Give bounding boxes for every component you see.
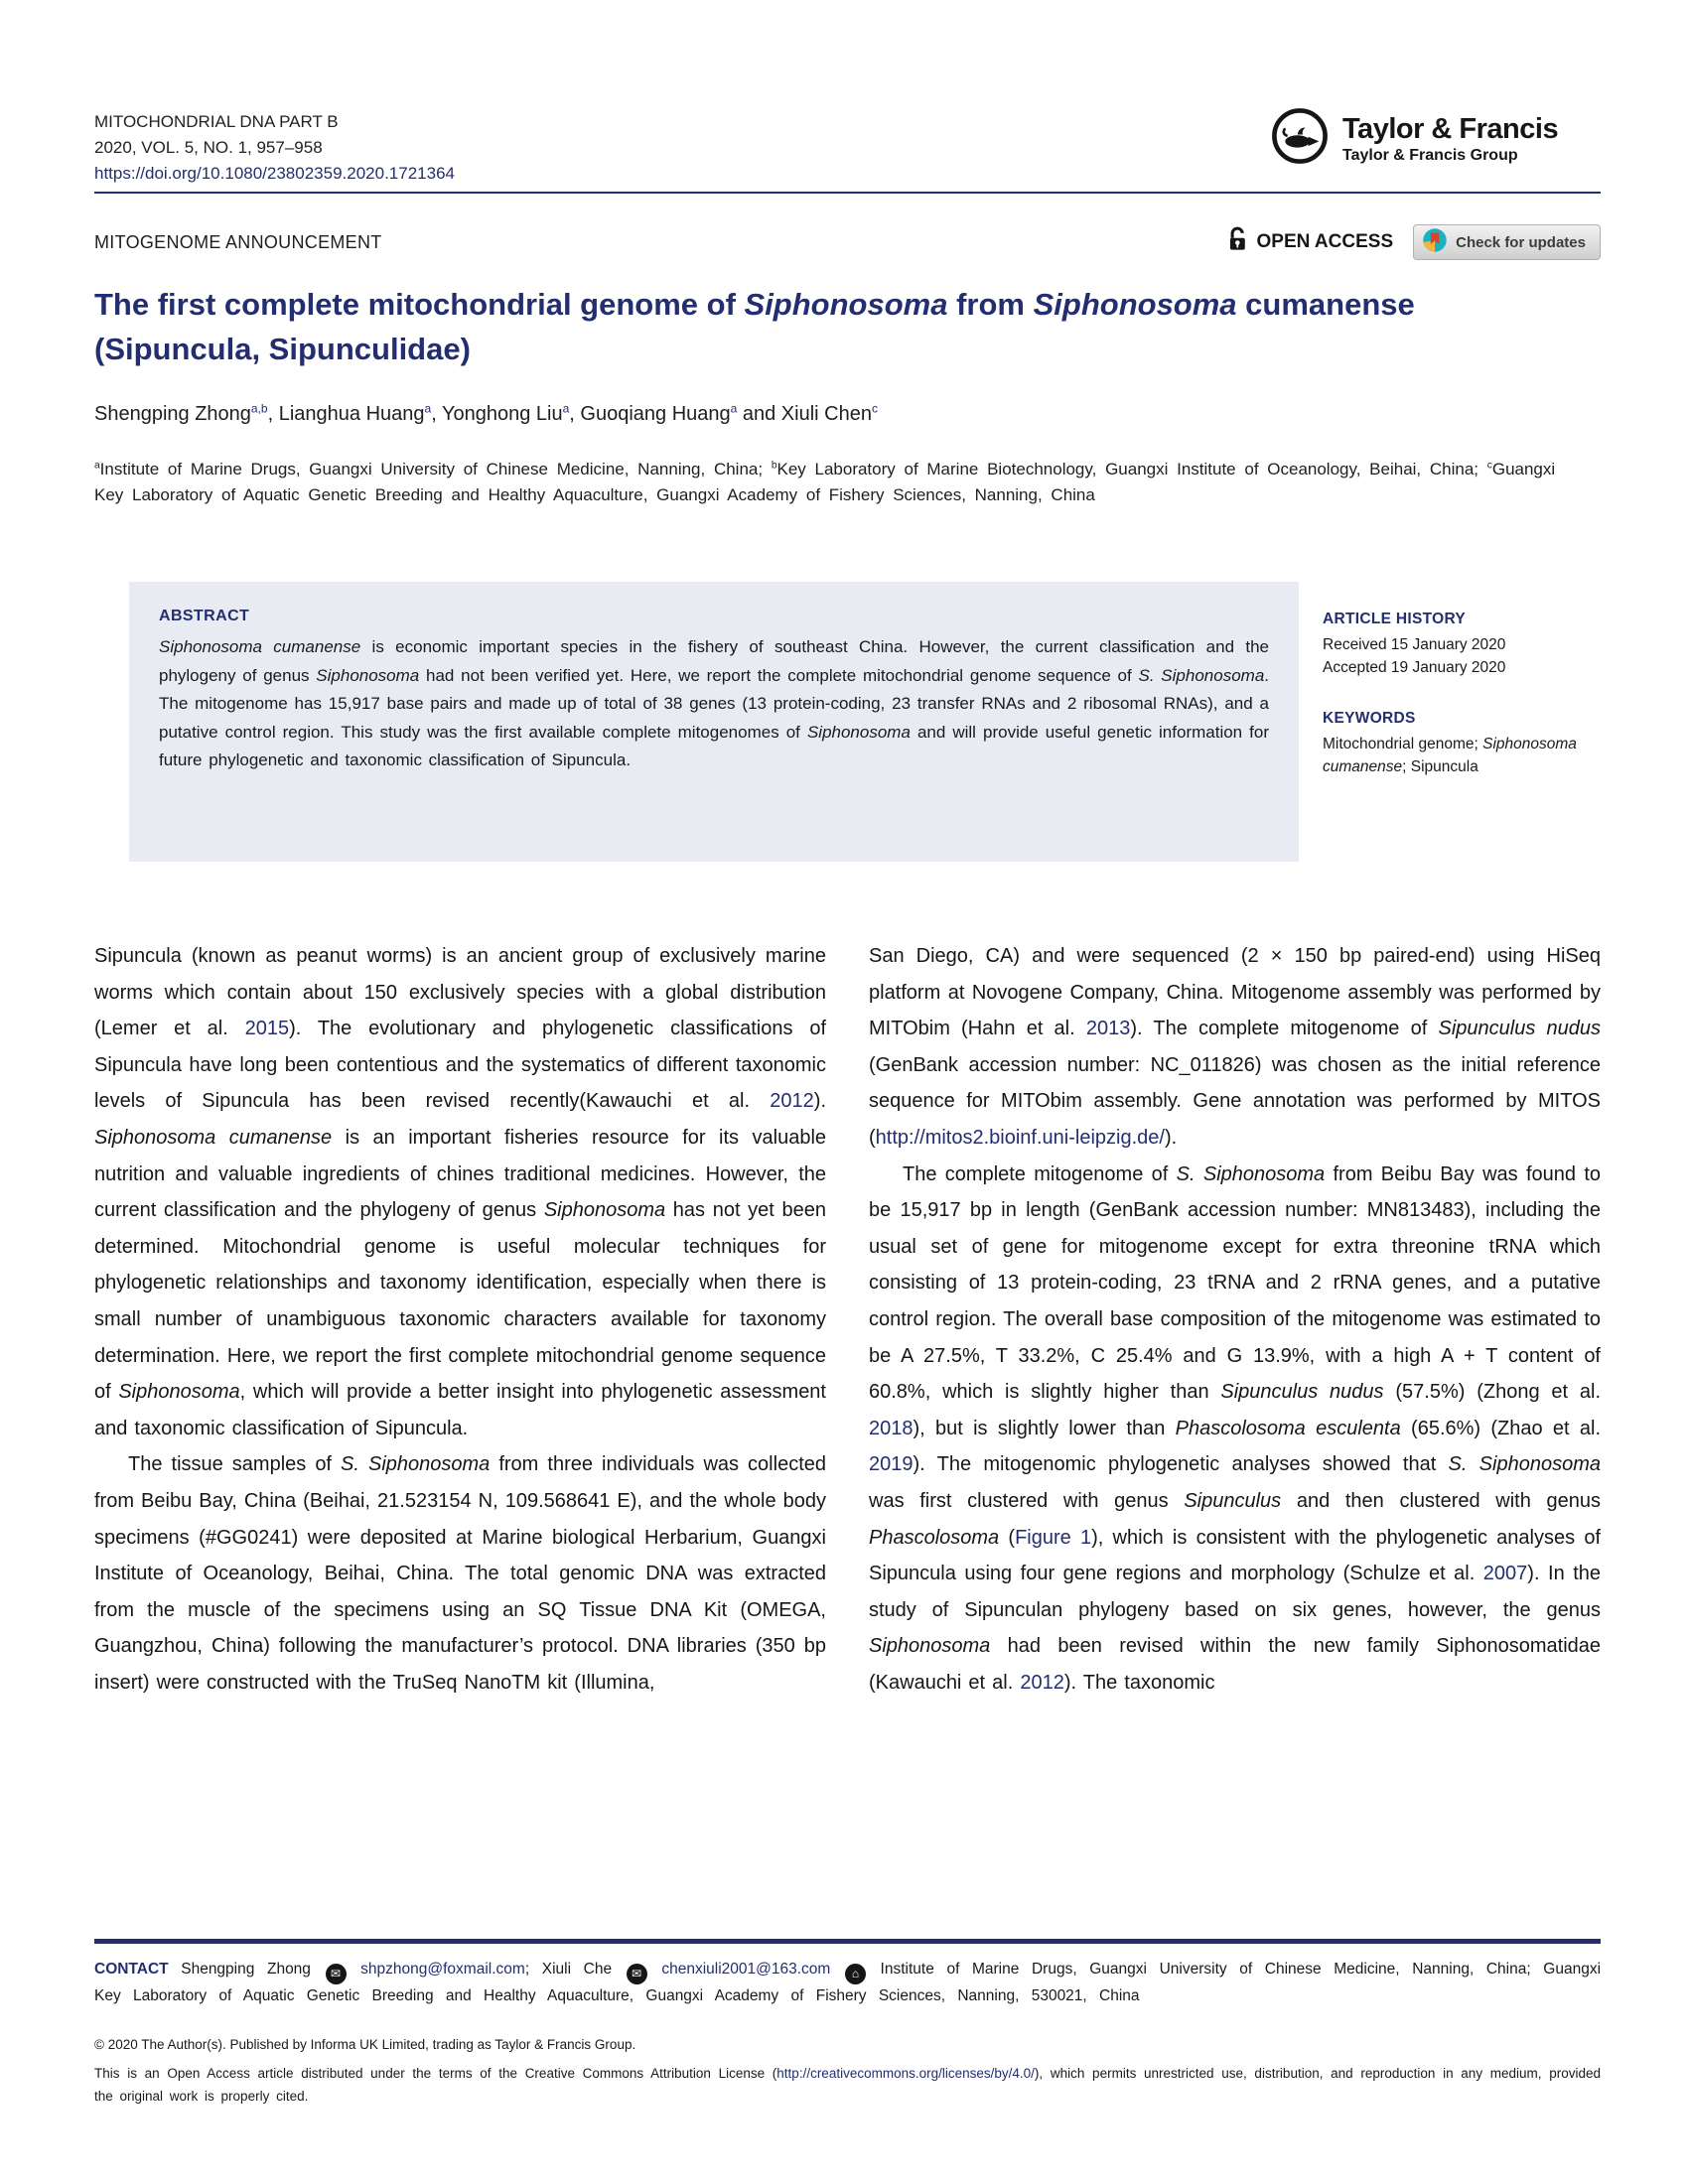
banner-right (1227, 224, 1601, 260)
taylor-francis-logo (1269, 105, 1558, 172)
text-segment: S. Siphonosoma (1138, 665, 1265, 685)
text-segment: (57.5%) (Zhong et al. (1383, 1381, 1602, 1404)
envelope-icon: ✉ (326, 1964, 347, 1984)
journal-header (94, 109, 455, 187)
copyright-line: © 2020 The Author(s). Published by Informa UK Limited, trading as Taylor & Francis Group. (94, 2037, 636, 2052)
text-segment: Siphonosoma cumanense (94, 1126, 333, 1149)
text-segment: Sipuncula (known as peanut worms) is an ancient group of exclusively marine worms which contain about 150 exclusively species with a global distribution (Lemer et al. (94, 945, 826, 1040)
mitos-url-link[interactable]: http://mitos2.bioinf.uni-leipzig.de/ (875, 1126, 1165, 1149)
text-segment: is economic important species in the fishery of southeast China. However, the current classification and the phylogeny of genus (159, 637, 1269, 685)
text-segment: Sipunculus nudus (1438, 1018, 1601, 1040)
text-segment: Mitochondrial genome; (1323, 736, 1483, 752)
text-segment: ). The evolutionary and phylogenetic classifications of Sipuncula have long been contentious and the systematics of different taxonomic levels of Sipuncula has been revised recently(Kawauchi et al. (94, 1018, 826, 1113)
text-segment: a (562, 401, 570, 416)
text-segment: CONTACT (94, 1961, 169, 1978)
check-updates-label: Check for updates (1456, 233, 1586, 251)
text-segment: Guangxi Key Laboratory of Aquatic Genetic Breeding and Healthy Aquaculture, Guangxi Academy of Fishery Sciences, Nanning, China (94, 460, 1556, 504)
text-segment: . The mitogenome has 15,917 base pairs and made up of total of 38 genes (13 protein-coding, 23 transfer RNAs and 2 ribosomal RNAs), and a putative control region. This study was the first available complete mitogenomes of (159, 665, 1270, 742)
cc-license-link[interactable]: http://creativecommons.org/licenses/by/4.0/ (776, 2066, 1035, 2081)
article-banner (94, 222, 1601, 262)
text-segment: was first clustered with genus (869, 1489, 1185, 1512)
keywords-section (1323, 707, 1603, 778)
text-segment: Siphonosoma (869, 1635, 991, 1658)
text-segment: ). The complete mitogenome of (1130, 1018, 1439, 1040)
text-segment: ; Sipuncula (1402, 758, 1478, 775)
text-segment: from Beibu Bay was found to be 15,917 bp in length (GenBank accession number: MN813483), including the usual set of gene for mitogenome except for extra threonine tRNA which consisting of 13 protein-coding, 23 tRNA and 2 rRNA genes, and a putative control region. The overall base composition of the mitogenome was estimated to be A 27.5%, T 33.2%, C 25.4% and G 13.9%, with a high A + T content of 60.8%, which is slightly higher than (869, 1162, 1601, 1404)
text-segment: , which will provide a better insight into phylogenetic assessment and taxonomic classification of Sipuncula. (94, 1381, 826, 1439)
journal-name: MITOCHONDRIAL DNA PART B (94, 112, 339, 131)
text-segment: cumanense (Sipuncula, Sipunculidae) (94, 287, 1415, 366)
citation-zhao-2019[interactable]: 2019 (869, 1453, 914, 1476)
logo-group-line: Taylor & Francis Group (1342, 146, 1518, 164)
text-segment: The tissue samples of (128, 1453, 342, 1476)
citation-kawauchi-2012[interactable]: 2012 (1020, 1671, 1064, 1694)
footer-divider (94, 1939, 1601, 1944)
text-segment: and then clustered with genus (1281, 1489, 1602, 1512)
text-segment (649, 1961, 662, 1978)
text-segment: b (771, 460, 777, 472)
citation-kawauchi-2012[interactable]: 2012 (770, 1090, 814, 1113)
text-segment: ; Xiuli Che (524, 1961, 625, 1978)
text-segment: and Xiuli Chen (737, 403, 872, 425)
text-segment: c (1486, 460, 1492, 472)
body-paragraph (94, 938, 826, 1446)
text-segment: had been revised within the new family Siphonosomatidae (Kawauchi et al. (869, 1635, 1601, 1694)
text-segment: ). (1164, 1126, 1178, 1149)
text-segment: ). The taxonomic (1063, 1671, 1215, 1694)
text-segment: Shengping Zhong (168, 1961, 324, 1978)
abstract-heading: ABSTRACT (159, 608, 250, 624)
envelope-icon: ✉ (627, 1964, 647, 1984)
text-segment: Siphonosoma (1033, 287, 1237, 322)
text-segment: Siphonosoma cumanense (1323, 736, 1577, 775)
license-paragraph (94, 2062, 1601, 2108)
citation-hahn-2013[interactable]: 2013 (1085, 1018, 1131, 1040)
logo-wordmark: Taylor & Francis (1342, 112, 1559, 145)
text-segment (349, 1961, 361, 1978)
check-updates-button[interactable] (1413, 224, 1601, 260)
open-lock-icon (1227, 226, 1249, 259)
text-segment: Shengping Zhong (94, 403, 251, 425)
body-paragraph (94, 1446, 826, 1701)
crossmark-icon (1422, 227, 1448, 257)
contact-paragraph (94, 1958, 1601, 2007)
text-segment: Sipunculus nudus (1220, 1381, 1384, 1404)
text-segment: Sipunculus (1184, 1489, 1282, 1512)
email-shpzhong-link[interactable]: shpzhong@foxmail.com (360, 1961, 525, 1978)
abstract-text (159, 633, 1269, 775)
abstract-section (129, 582, 1299, 862)
text-segment: (65.6%) (Zhao et al. (1400, 1417, 1602, 1439)
article-history-heading: ARTICLE HISTORY (1323, 611, 1467, 627)
text-segment: c (871, 401, 878, 416)
text-segment: from (947, 287, 1034, 322)
text-segment: , Lianghua Huang (267, 403, 425, 425)
text-segment: a (730, 401, 738, 416)
text-segment: The first complete mitochondrial genome of (94, 287, 745, 322)
header-divider (94, 192, 1601, 194)
building-icon: ⌂ (845, 1964, 866, 1984)
text-segment: ), which is consistent with the phylogenetic analyses of Sipuncula using four gene regions and morphology (Schulze et al. (869, 1526, 1602, 1585)
text-segment: Phascolosoma esculenta (1175, 1417, 1401, 1439)
text-segment: Siphonosoma (744, 287, 948, 322)
page-title (94, 282, 1574, 371)
text-segment: S. Siphonosoma (341, 1453, 491, 1476)
article-category: MITOGENOME ANNOUNCEMENT (94, 231, 382, 252)
text-segment: Institute of Marine Drugs, Guangxi University of Chinese Medicine, Nanning, China; (99, 460, 772, 478)
text-segment: has not yet been determined. Mitochondrial genome is useful molecular techniques for phylogenetic relationships and taxonomy identification, especially when there is small number of unambiguous taxonomic characters available for taxonomy determination. Here, we report the first complete mitochondrial genome sequence of (94, 1199, 827, 1404)
text-segment: Siphonosoma cumanense (159, 637, 361, 656)
text-segment: from three individuals was collected from Beibu Bay, China (Beihai, 21.523154 N, 109.568641 E), and the whole body specimens (#GG0241) were deposited at Marine biological Herbarium, Guangxi Institute of Oceanology, Beihai, China. The total genomic DNA was extracted from the muscle of the specimens using an SQ Tissue DNA Kit (OMEGA, Guangzhou, China) following the manufacturer’s protocol. DNA libraries (350 bp insert) were constructed with the TruSeq NanoTM kit (Illumina, (94, 1453, 826, 1694)
text-segment: S. Siphonosoma (1176, 1162, 1326, 1185)
text-segment: ). The mitogenomic phylogenetic analyses showed that (913, 1453, 1449, 1476)
body-paragraph (869, 938, 1601, 1157)
text-segment: a (94, 460, 100, 472)
text-segment: , Guoqiang Huang (569, 403, 731, 425)
received-date: Received 15 January 2020 (1323, 636, 1506, 653)
text-segment (830, 1961, 843, 1978)
text-segment: and will provide useful genetic information for future phylogenetic and taxonomic classification of Sipuncula. (159, 722, 1269, 769)
body-right-column (869, 938, 1601, 1701)
text-segment: The complete mitogenome of (903, 1162, 1177, 1185)
body-paragraph (869, 1157, 1601, 1702)
text-segment: Phascolosoma (869, 1526, 1000, 1549)
affiliations (94, 457, 1589, 508)
text-segment: , Yonghong Liu (431, 403, 563, 425)
body-left-column (94, 938, 826, 1701)
text-segment: is an important fisheries resource for its valuable nutrition and valuable ingredients of chines traditional medicines. However, the current classification and the phylogeny of genus (94, 1126, 827, 1222)
citation-schulze-2007[interactable]: 2007 (1482, 1563, 1528, 1585)
keywords-heading: KEYWORDS (1323, 710, 1416, 727)
text-segment: ( (999, 1526, 1016, 1549)
citation-lemer-2015[interactable]: 2015 (244, 1018, 290, 1040)
email-chenxiuli-link[interactable]: chenxiuli2001@163.com (661, 1961, 831, 1978)
text-segment: Institute of Marine Drugs, Guangxi University of Chinese Medicine, Nanning, China; Guangxi Key Laboratory of Aquatic Genetic Breeding and Healthy Aquaculture, Guangxi Academy of Fishery Sciences, Nanning, 530021, China (94, 1961, 1602, 2004)
text-segment: San Diego, CA) and were sequenced (2 × 150 bp paired-end) using HiSeq platform at Novogene Company, China. Mitogenome assembly was performed by MITObim (Hahn et al. (869, 945, 1601, 1040)
accepted-date: Accepted 19 January 2020 (1323, 659, 1506, 676)
text-segment: Siphonosoma (806, 722, 911, 742)
text-segment: (GenBank accession number: NC_011826) was chosen as the initial reference sequence for MITObim assembly. Gene annotation was performed by MITOS ( (869, 1053, 1601, 1149)
open-access-badge (1227, 226, 1394, 259)
article-history-section (1323, 608, 1603, 679)
text-segment: ), which permits unrestricted use, distribution, and reproduction in any medium, provided the original work is properly cited. (94, 2066, 1601, 2104)
text-segment: Key Laboratory of Marine Biotechnology, Guangxi Institute of Oceanology, Beihai, China; (776, 460, 1487, 478)
volume-line: 2020, VOL. 5, NO. 1, 957–958 (94, 138, 323, 157)
text-segment: Siphonosoma (118, 1381, 240, 1404)
text-segment: S. Siphonosoma (1448, 1453, 1601, 1476)
article-sidebar (1323, 608, 1603, 778)
text-segment: Siphonosoma (316, 665, 420, 685)
text-segment: ). (813, 1090, 826, 1113)
figure-1-link[interactable]: Figure 1 (1015, 1526, 1092, 1549)
keywords-text (1323, 733, 1603, 778)
text-segment: Siphonosoma (543, 1199, 666, 1222)
article-body (94, 938, 1601, 1701)
authors-line (94, 403, 1584, 426)
logo-text (1342, 113, 1558, 165)
text-segment: a,b (250, 401, 268, 416)
open-access-label: OPEN ACCESS (1256, 231, 1394, 252)
citation-zhong-2018[interactable]: 2018 (869, 1417, 914, 1439)
lamp-logo-icon (1269, 105, 1331, 172)
text-segment: ), but is slightly lower than (913, 1417, 1176, 1439)
text-segment: had not been verified yet. Here, we report the complete mitochondrial genome sequence of (419, 665, 1139, 685)
text-segment: a (424, 401, 432, 416)
doi-link[interactable]: https://doi.org/10.1080/23802359.2020.1721364 (94, 164, 455, 183)
text-segment: This is an Open Access article distributed under the terms of the Creative Commons Attribution License ( (94, 2066, 777, 2081)
text-segment: ). In the study of Sipunculan phylogeny based on six genes, however, the genus (869, 1563, 1601, 1621)
